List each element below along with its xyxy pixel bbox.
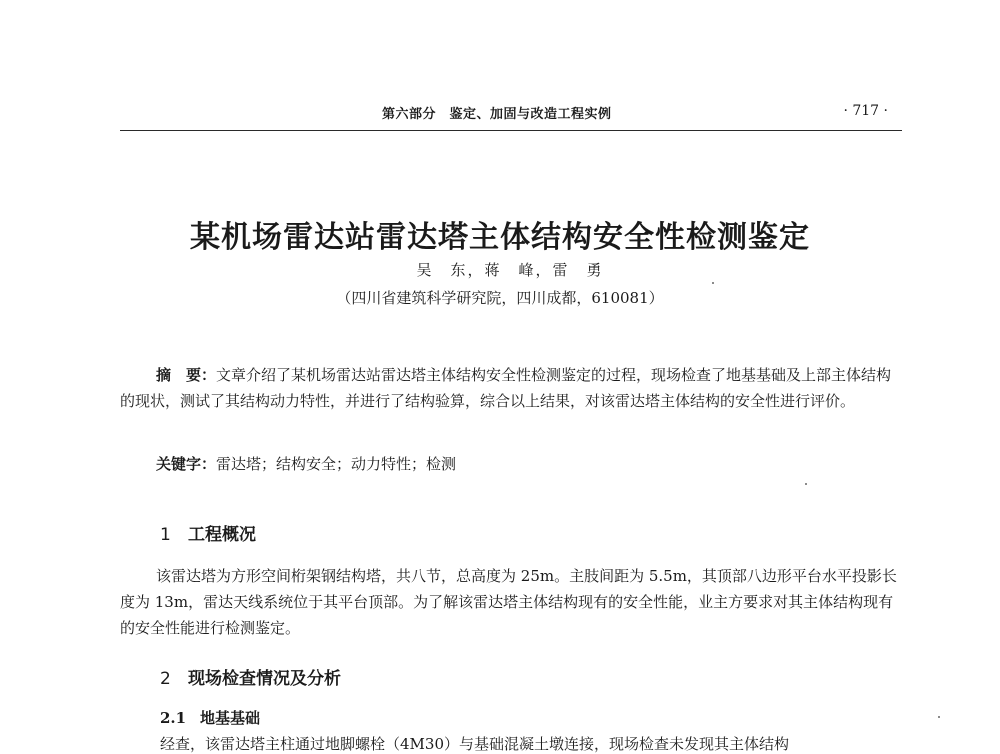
section-heading-1: [160, 520, 256, 545]
running-header-title: 第六部分 鉴定、加固与改造工程实例: [382, 107, 612, 122]
section-number: 2: [160, 669, 171, 689]
section-title: 现场检查情况及分析: [188, 669, 341, 689]
abstract: [120, 362, 902, 414]
section-heading-2: [160, 664, 341, 689]
running-header: [120, 103, 900, 131]
scan-speck: [938, 716, 940, 718]
subsection-title: 地基基础: [200, 709, 261, 727]
scan-speck: [712, 282, 714, 284]
keywords-label: 关键字：: [156, 455, 217, 473]
section-title: 工程概况: [188, 525, 256, 545]
article-title: 某机场雷达站雷达塔主体结构安全性检测鉴定: [190, 220, 810, 255]
subsection-number: 2.1: [160, 709, 187, 727]
section-1-body: 该雷达塔为方形空间桁架钢结构塔，共八节，总高度为 25m。主肢间距为 5.5m，其顶部八边形平台水平投影长度为 13m，雷达天线系统位于其平台顶部。为了解该雷达塔主体结构现有的安全性能，业主方要求对其主体结构现有的安全性能进行检测鉴定。: [120, 567, 897, 637]
keywords: [120, 451, 902, 477]
keywords-text: 雷达塔；结构安全；动力特性；检测: [216, 455, 457, 473]
section-number: 1: [160, 525, 171, 545]
subsection-heading-2-1: [160, 707, 260, 728]
scan-speck: [805, 483, 807, 485]
abstract-text: 文章介绍了某机场雷达站雷达塔主体结构安全性检测鉴定的过程，现场检查了地基基础及上部主体结构的现状，测试了其结构动力特性，并进行了结构验算，综合以上结果，对该雷达塔主体结构的安全性进行评价。: [120, 366, 892, 410]
article-affiliation: （四川省建筑科学研究院，四川成都，610081）: [336, 289, 664, 307]
subsection-body-partial: 经查，该雷达塔主柱通过地脚螺栓（4M30）与基础混凝土墩连接，现场检查未发现其主体结构: [160, 735, 789, 753]
page-number: · 717 ·: [843, 103, 888, 119]
header-rule: [120, 130, 902, 131]
article-authors: 吴 东，蒋 峰，雷 勇: [416, 261, 604, 279]
abstract-label: 摘 要：: [156, 366, 217, 384]
